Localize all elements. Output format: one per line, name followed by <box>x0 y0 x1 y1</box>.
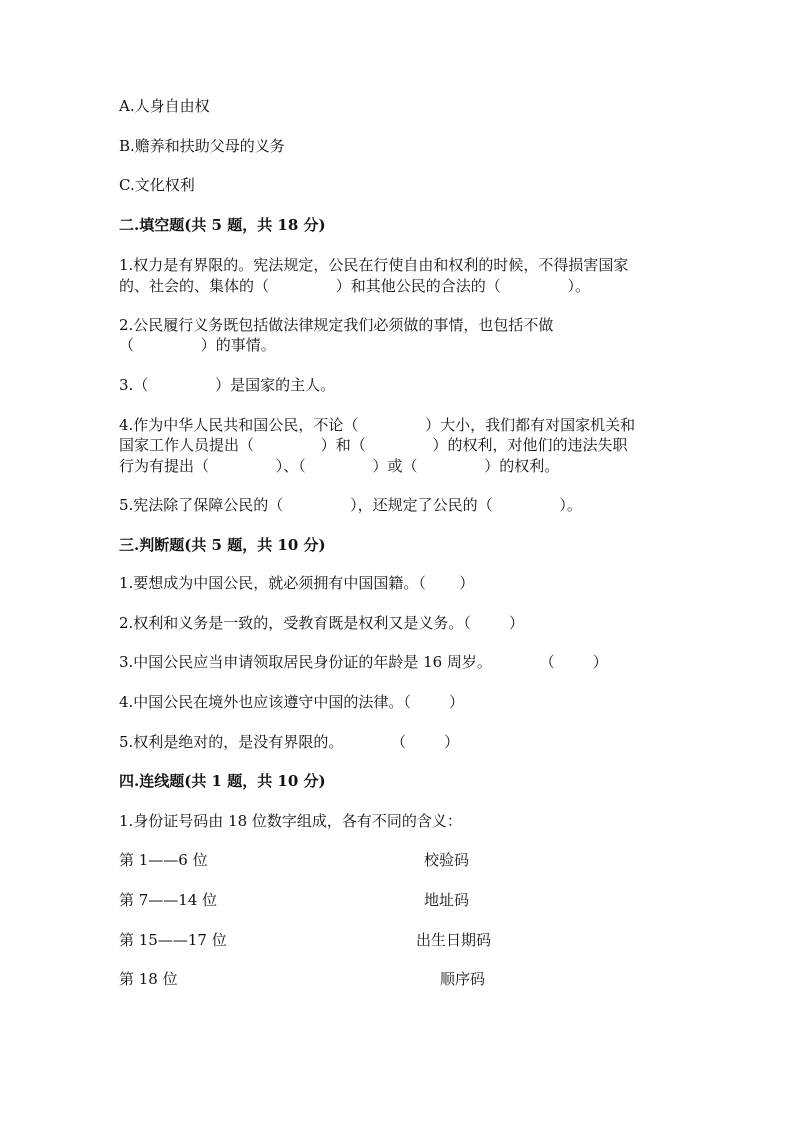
option-a: A.人身自由权 <box>119 97 210 115</box>
fill-q1-line2: 的、社会的、集体的（ ）和其他公民的合法的（ ）。 <box>119 277 591 295</box>
fill-q3: 3.（ ）是国家的主人。 <box>119 376 336 394</box>
section-heading-fill-blank: 二.填空题(共 5 题，共 18 分) <box>119 216 326 234</box>
match-right-item: 出生日期码 <box>416 931 492 949</box>
fill-q4-line1: 4.作为中华人民共和国公民，不论（ ）大小，我们都有对国家机关和 <box>119 416 636 434</box>
judge-q5: 5.权利是绝对的，是没有界限的。 （ ） <box>119 733 460 751</box>
match-right-item: 地址码 <box>424 891 470 909</box>
match-left-item: 第 7——14 位 <box>119 891 218 909</box>
judge-q2: 2.权利和义务是一致的，受教育既是权利又是义务。（ ） <box>119 614 524 632</box>
fill-q1-line1: 1.权力是有界限的。宪法规定，公民在行使自由和权利的时候，不得损害国家 <box>119 256 629 274</box>
judge-q3: 3.中国公民应当申请领取居民身份证的年龄是 16 周岁。 （ ） <box>119 653 608 671</box>
fill-q4-line3: 行为有提出（ ）、（ ）或（ ）的权利。 <box>119 457 560 475</box>
match-right-item: 顺序码 <box>440 970 486 988</box>
fill-q2-line2: （ ）的事情。 <box>119 336 276 354</box>
section-heading-matching: 四.连线题(共 1 题，共 10 分) <box>119 772 326 790</box>
match-left-item: 第 1——6 位 <box>119 851 208 869</box>
match-right-item: 校验码 <box>424 851 470 869</box>
match-left-item: 第 15——17 位 <box>119 931 227 949</box>
match-left-item: 第 18 位 <box>119 970 178 988</box>
fill-q4-line2: 国家工作人员提出（ ）和（ ）的权利，对他们的违法失职 <box>119 436 628 454</box>
option-c: C.文化权利 <box>119 176 195 194</box>
option-b: B.赡养和扶助父母的义务 <box>119 137 285 155</box>
judge-q1: 1.要想成为中国公民，就必须拥有中国国籍。（ ） <box>119 574 475 592</box>
section-heading-true-false: 三.判断题(共 5 题，共 10 分) <box>119 536 326 554</box>
fill-q5: 5.宪法除了保障公民的（ ），还规定了公民的（ ）。 <box>119 496 582 514</box>
fill-q2-line1: 2.公民履行义务既包括做法律规定我们必须做的事情，也包括不做 <box>119 316 554 334</box>
matching-question: 1.身份证号码由 18 位数字组成，各有不同的含义： <box>119 812 462 830</box>
judge-q4: 4.中国公民在境外也应该遵守中国的法律。（ ） <box>119 693 464 711</box>
